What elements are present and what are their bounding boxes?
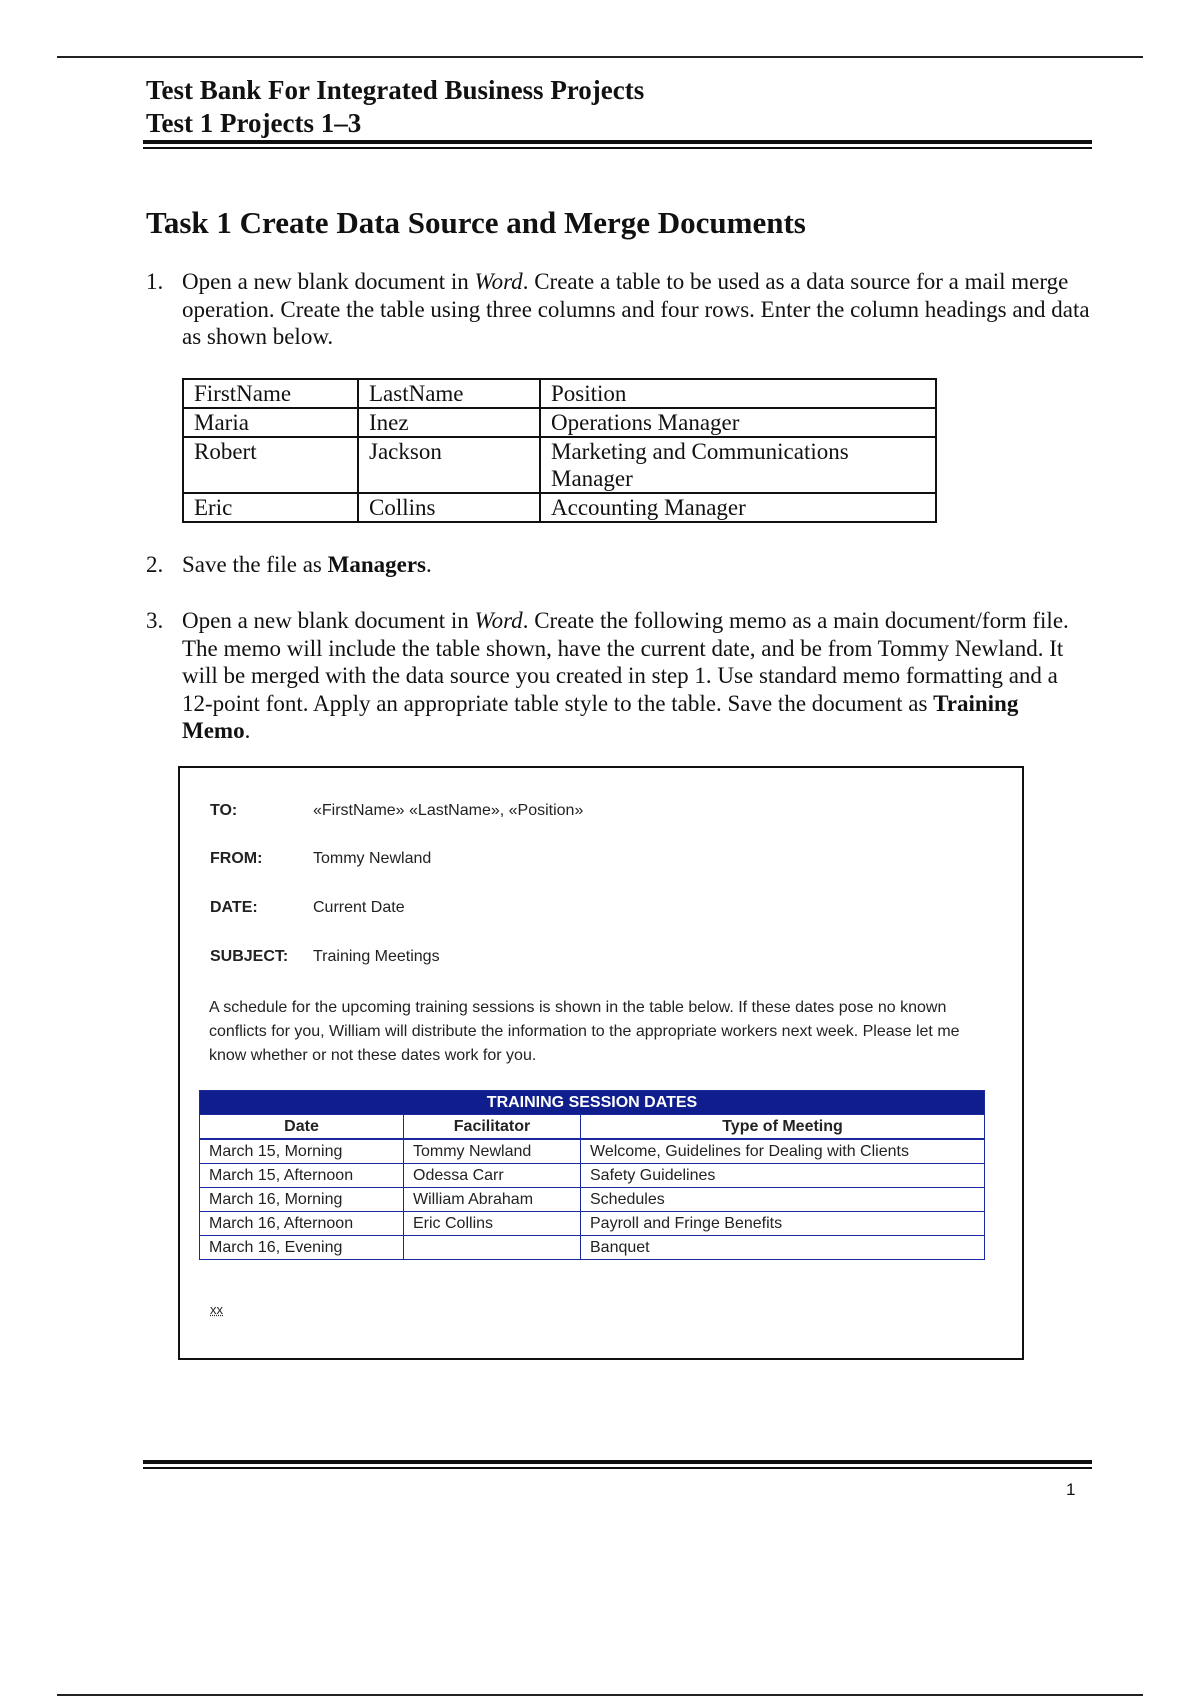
table-cell: Inez <box>358 408 540 437</box>
header-subtitle: Test 1 Projects 1–3 <box>146 108 362 138</box>
table-cell: Position <box>540 379 936 408</box>
table-cell: March 15, Afternoon <box>200 1164 404 1188</box>
column-header: Date <box>200 1115 404 1140</box>
table-cell: Eric <box>183 493 358 522</box>
table-row <box>200 1212 985 1236</box>
step-2 <box>146 551 1091 579</box>
memo-to-label: TO: <box>210 802 238 819</box>
table-cell: William Abraham <box>404 1188 581 1212</box>
page-header <box>146 74 644 140</box>
data-source-table <box>182 378 937 523</box>
step-number: 2. <box>146 552 164 577</box>
table-cell: Accounting Manager <box>540 493 936 522</box>
table-cell: Collins <box>358 493 540 522</box>
footer-double-rule <box>143 1460 1092 1469</box>
table-cell: Marketing and Communications Manager <box>540 437 936 493</box>
table-row <box>200 1188 985 1212</box>
memo-sample-box <box>178 766 1024 1360</box>
header-title: Test Bank For Integrated Business Projects <box>146 75 645 105</box>
memo-from-label: FROM: <box>210 850 263 867</box>
memo-subject-label: SUBJECT: <box>210 948 289 965</box>
table-cell: FirstName <box>183 379 358 408</box>
table-cell: Jackson <box>358 437 540 493</box>
table-cell <box>404 1236 581 1260</box>
step-3 <box>146 607 1091 745</box>
memo-to-value: «FirstName» «LastName», «Position» <box>313 802 584 819</box>
step-number: 3. <box>146 608 164 633</box>
table-row <box>183 493 936 522</box>
table-cell: Payroll and Fringe Benefits <box>581 1212 985 1236</box>
memo-subject-value: Training Meetings <box>313 948 440 965</box>
step-1 <box>146 268 1091 351</box>
training-session-table <box>199 1090 985 1260</box>
table-header-row <box>200 1115 985 1140</box>
table-cell: March 16, Afternoon <box>200 1212 404 1236</box>
table-cell: Maria <box>183 408 358 437</box>
table-title: TRAINING SESSION DATES <box>200 1091 985 1115</box>
page-number: 1 <box>1066 1480 1076 1499</box>
bottom-page-rule <box>57 1694 1143 1696</box>
table-cell: March 15, Morning <box>200 1139 404 1164</box>
step-text: Open a new blank document in Word. Create the following memo as a main document/form file. The memo will include the table shown, have the current date, and be from Tommy Newland. It will be merged with the data source you created in step 1. Use standard memo formatting and a 12-point font. Apply an appropriate table style to the table. Save the document as Training Memo. <box>182 608 1069 743</box>
table-cell: Welcome, Guidelines for Dealing with Clients <box>581 1139 985 1164</box>
memo-body: A schedule for the upcoming training sessions is shown in the table below. If these dates pose no known conflicts for you, William will distribute the information to the appropriate workers next week. Please let me know whether or not these dates work for you. <box>209 999 960 1064</box>
table-cell: Robert <box>183 437 358 493</box>
table-cell: Banquet <box>581 1236 985 1260</box>
top-page-rule <box>57 56 1143 58</box>
table-cell: Eric Collins <box>404 1212 581 1236</box>
column-header: Facilitator <box>404 1115 581 1140</box>
header-double-rule <box>143 140 1092 149</box>
step-text: Save the file as Managers. <box>182 552 432 577</box>
memo-date-label: DATE: <box>210 899 258 916</box>
table-row <box>200 1164 985 1188</box>
table-row <box>200 1236 985 1260</box>
table-cell: Safety Guidelines <box>581 1164 985 1188</box>
table-row <box>183 437 936 493</box>
memo-date-value: Current Date <box>313 899 405 916</box>
step-text: Open a new blank document in Word. Create a table to be used as a data source for a mail merge operation. Create the table using three columns and four rows. Enter the column headings and data as shown below. <box>182 269 1090 349</box>
memo-from-value: Tommy Newland <box>313 850 432 867</box>
table-cell: Odessa Carr <box>404 1164 581 1188</box>
table-cell: Tommy Newland <box>404 1139 581 1164</box>
column-header: Type of Meeting <box>581 1115 985 1140</box>
table-cell: LastName <box>358 379 540 408</box>
table-cell: March 16, Morning <box>200 1188 404 1212</box>
typist-initials: xx <box>210 1302 223 1317</box>
table-cell: March 16, Evening <box>200 1236 404 1260</box>
table-row <box>183 379 936 408</box>
table-cell: Operations Manager <box>540 408 936 437</box>
table-cell: Schedules <box>581 1188 985 1212</box>
table-row <box>183 408 936 437</box>
table-title-row <box>200 1091 985 1115</box>
step-number: 1. <box>146 269 164 294</box>
table-row <box>200 1139 985 1164</box>
task-title: Task 1 Create Data Source and Merge Documents <box>146 205 806 240</box>
